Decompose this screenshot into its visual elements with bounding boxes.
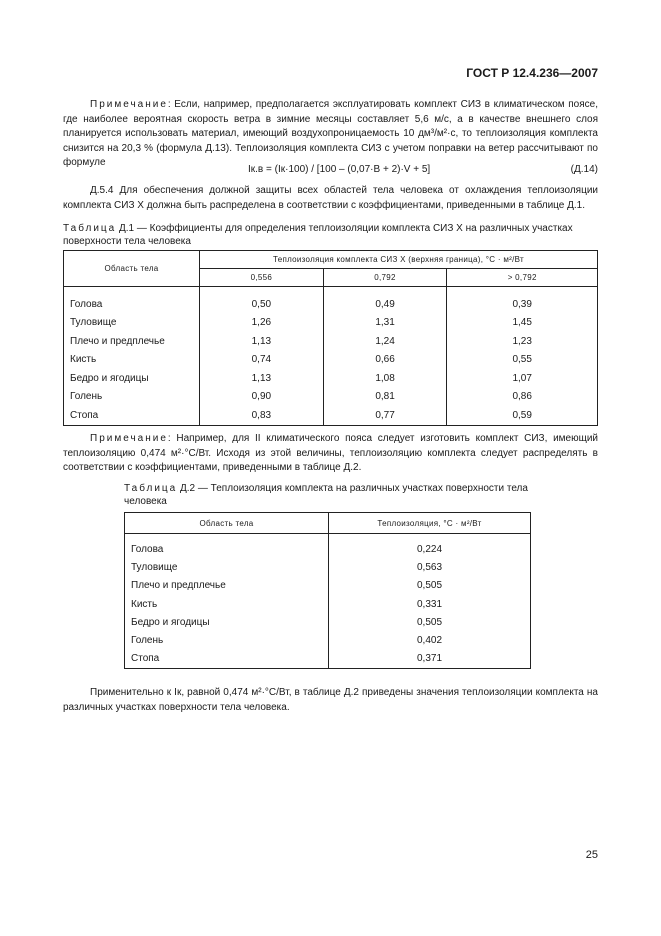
- note-1-text: : Если, например, предполагается эксплуатировать комплект СИЗ в климатическом поясе, где наиболее вероятная скорость ветра в зимние месяцы составляет 5,6 м/с, а в качестве внешнего слоя планируется использовать материал, имеющий воздухопроницаемость 10 дм³/м²·с, то теплоизоляция комплекта снизится на 20,3 % (формула Д.13). Теплоизоляция комплекта СИЗ с учетом поправки на ветер рассчитывают по формуле: [63, 99, 598, 169]
- table-row: [64, 351, 598, 370]
- table-cell: Голова: [70, 298, 103, 310]
- paragraph-d54: Д.5.4 Для обеспечения должной защиты всех областей тела человека от охлаждения теплоизоляции комплекта СИЗ X должна быть распределена в соответствии с коэффициентами, приведенными в таблице Д.1.: [63, 185, 598, 211]
- note-2: [63, 432, 598, 476]
- document-code: ГОСТ Р 12.4.236—2007: [466, 66, 598, 80]
- table-cell: Голова: [131, 543, 164, 555]
- table-cell: 1,31: [323, 314, 447, 333]
- table-1-subheader: > 0,792: [447, 269, 598, 287]
- formula-d14: [63, 164, 598, 180]
- table-2-header-value: Теплоизоляция, °С · м²/Вт: [329, 513, 531, 534]
- table-cell: 1,13: [200, 332, 324, 351]
- table-1-header-group: Теплоизоляция комплекта СИЗ X (верхняя граница), °С · м²/Вт: [200, 251, 598, 269]
- table-2: [124, 512, 531, 669]
- table-cell: 1,23: [447, 332, 598, 351]
- table-cell: 0,55: [447, 351, 598, 370]
- table-row: [125, 534, 531, 559]
- table-1-caption: [63, 222, 598, 248]
- table-cell: Стопа: [131, 653, 160, 665]
- table-cell: Голень: [131, 635, 164, 647]
- table-cell: 0,81: [323, 388, 447, 407]
- closing-paragraph: Применительно к Iк, равной 0,474 м²·°С/Вт, в таблице Д.2 приведены значения теплоизоляции комплекта на различных участках поверхности тела человека.: [63, 687, 598, 713]
- table-row: [125, 577, 531, 595]
- table-cell: 0,83: [200, 406, 324, 425]
- table-row: [125, 613, 531, 631]
- table-cell: 0,563: [329, 558, 531, 576]
- table-cell: Кисть: [131, 598, 158, 610]
- table-cell: 1,13: [200, 369, 324, 388]
- table-1-subheader: 0,556: [200, 269, 324, 287]
- table-cell: Туловище: [70, 317, 117, 329]
- table-cell: 0,505: [329, 613, 531, 631]
- table-cell: 1,07: [447, 369, 598, 388]
- note-2-text: : Например, для II климатического пояса следует изготовить комплект СИЗ, имеющий теплоизоляцию 0,474 м²·°С/Вт. Исходя из этой величины, теплоизоляцию комплекта следует распределять в соответствии с коэффициентами, приведенными в таблице Д.2.: [63, 433, 598, 474]
- table-cell: Кисть: [70, 354, 97, 366]
- table-cell: 0,331: [329, 595, 531, 613]
- formula-number: (Д.14): [570, 164, 598, 175]
- table-row: [125, 595, 531, 613]
- table-2-caption-text: Д.2 — Теплоизоляция комплекта на различных участках поверхности тела человека: [124, 483, 528, 507]
- table-1-header-area: Область тела: [64, 251, 200, 287]
- table-cell: 0,77: [323, 406, 447, 425]
- table-row: [64, 388, 598, 407]
- table-cell: 0,371: [329, 650, 531, 669]
- table-2-caption: [124, 482, 544, 508]
- table-row: [64, 287, 598, 314]
- table-row: [125, 650, 531, 669]
- table-cell: 0,49: [323, 287, 447, 314]
- table-1-caption-label: Таблица: [63, 223, 117, 234]
- table-row: [125, 558, 531, 576]
- table-1: [63, 250, 598, 426]
- table-cell: 0,50: [200, 287, 324, 314]
- table-cell: 0,224: [329, 534, 531, 559]
- table-cell: 0,66: [323, 351, 447, 370]
- table-2-caption-label: Таблица: [124, 483, 178, 494]
- table-row: [64, 332, 598, 351]
- table-cell: 1,26: [200, 314, 324, 333]
- table-1-caption-text: Д.1 — Коэффициенты для определения теплоизоляции комплекта СИЗ X на различных участках поверхности тела человека: [63, 223, 573, 247]
- note-1-label: Примечание: [90, 99, 168, 110]
- table-cell: 1,24: [323, 332, 447, 351]
- table-cell: 0,402: [329, 631, 531, 649]
- table-cell: 0,59: [447, 406, 598, 425]
- note-2-label: Примечание: [90, 433, 168, 444]
- table-row: [64, 314, 598, 333]
- table-2-header-area: Область тела: [125, 513, 329, 534]
- table-1-subheader: 0,792: [323, 269, 447, 287]
- table-cell: Голень: [70, 391, 103, 403]
- table-cell: Туловище: [131, 561, 178, 573]
- table-cell: 1,45: [447, 314, 598, 333]
- table-cell: Бедро и ягодицы: [70, 372, 149, 384]
- table-cell: 0,90: [200, 388, 324, 407]
- page-number: 25: [585, 849, 598, 861]
- table-cell: 0,86: [447, 388, 598, 407]
- table-cell: Плечо и предплечье: [131, 580, 226, 592]
- table-cell: 1,08: [323, 369, 447, 388]
- note-1: [63, 98, 598, 171]
- table-cell: Стопа: [70, 409, 99, 421]
- table-cell: 0,505: [329, 577, 531, 595]
- table-row: [125, 631, 531, 649]
- formula-expression: Iк.в = (Iк·100) / [100 – (0,07·B + 2)·V + 5]: [248, 164, 431, 175]
- table-cell: 0,74: [200, 351, 324, 370]
- table-row: [64, 369, 598, 388]
- table-cell: Плечо и предплечье: [70, 335, 165, 347]
- table-row: [64, 406, 598, 425]
- table-cell: Бедро и ягодицы: [131, 616, 210, 628]
- table-cell: 0,39: [447, 287, 598, 314]
